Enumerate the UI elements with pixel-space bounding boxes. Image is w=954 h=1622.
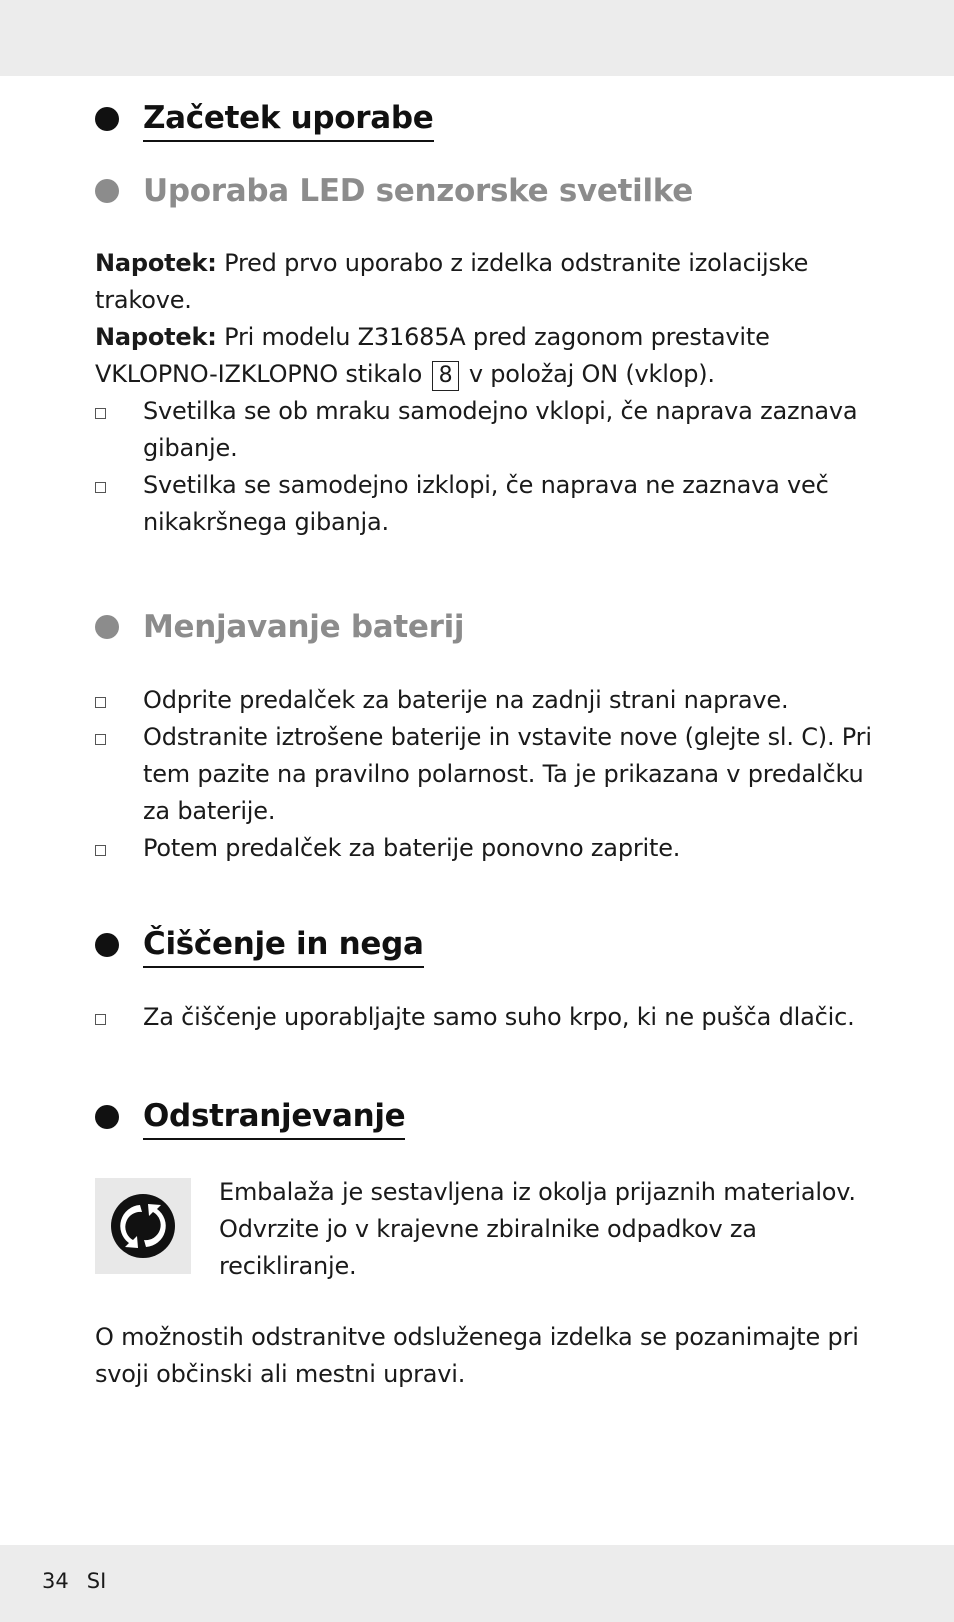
heading-led-use [95,169,895,213]
heading-start [95,96,895,142]
square-bullet-icon [95,845,106,856]
page-number: 34 [42,1569,69,1593]
list-item: Svetilka se ob mraku samodejno vklopi, če naprava zaznava gibanje. [95,393,895,467]
heading-text: Uporaba LED senzorske svetilke [143,173,694,209]
heading-battery [95,605,895,649]
page-footer [42,1566,124,1596]
battery-bullet-list [95,682,895,867]
square-bullet-icon [95,408,106,419]
list-item: Za čiščenje uporabljajte samo suho krpo, ki ne pušča dlačic. [95,999,895,1036]
heading-text: Čiščenje in nega [143,922,424,968]
heading-text: Začetek uporabe [143,96,434,142]
bullet-dot-icon [95,615,119,639]
heading-text: Odstranjevanje [143,1094,405,1140]
page-content [95,96,895,1393]
square-bullet-icon [95,734,106,745]
square-bullet-icon [95,697,106,708]
language-code: SI [86,1569,107,1593]
note-paragraph [95,245,895,319]
note-text: v položaj ON (vklop). [461,360,715,388]
recycling-info [95,1174,895,1285]
heading-cleaning [95,922,895,968]
cleaning-bullet-list [95,999,895,1036]
note-label: Napotek: [95,323,217,351]
disposal-info-text: O možnostih odstranitve odsluženega izdelka se pozanimajte pri svoji občinski ali mestni upravi. [95,1323,859,1388]
bullet-dot-icon [95,179,119,203]
bullet-dot-icon [95,933,119,957]
list-item: Odstranite iztrošene baterije in vstavite nove (glejte sl. C). Pri tem pazite na pravilno polarnost. Ta je prikazana v predalčku za baterije. [95,719,895,830]
note-text: Pri modelu Z31685A pred zagonom prestavite VKLOPNO-IZKLOPNO stikalo [95,323,770,388]
note-label: Napotek: [95,249,217,277]
square-bullet-icon [95,482,106,493]
list-item: Svetilka se samodejno izklopi, če naprava ne zaznava več nikakršnega gibanja. [95,467,895,541]
list-item: Potem predalček za baterije ponovno zaprite. [95,830,895,867]
heading-disposal [95,1094,895,1140]
green-dot-recycling-icon [95,1178,191,1274]
led-bullet-list [95,393,895,541]
reference-number-box: 8 [432,361,460,391]
bottom-band [0,1545,954,1622]
bullet-dot-icon [95,107,119,131]
bullet-dot-icon [95,1105,119,1129]
recycling-text: Embalaža je sestavljena iz okolja prijaznih materialov. Odvrzite jo v krajevne zbiralnike odpadkov za recikliranje. [219,1178,856,1280]
note-paragraph [95,319,895,393]
note-text: Pred prvo uporabo z izdelka odstranite izolacijske trakove. [95,249,809,314]
heading-text: Menjavanje baterij [143,609,465,645]
list-item: Odprite predalček za baterije na zadnji strani naprave. [95,682,895,719]
square-bullet-icon [95,1014,106,1025]
top-band [0,0,954,76]
